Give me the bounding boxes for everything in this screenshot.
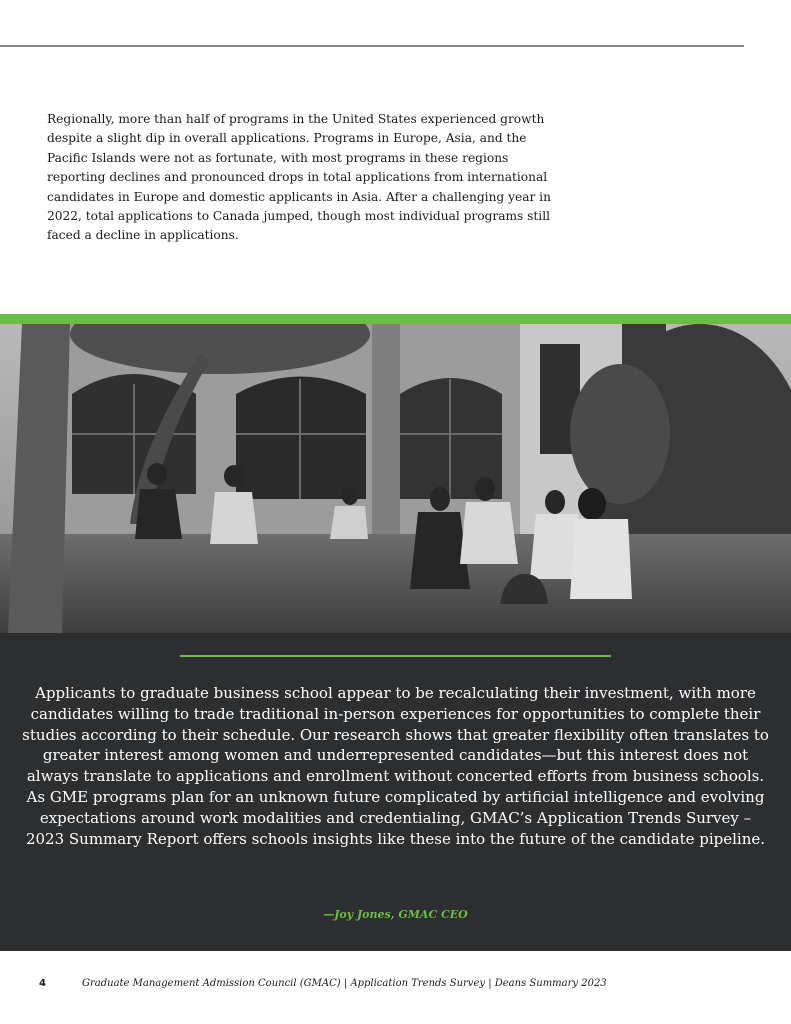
quote-panel xyxy=(0,633,791,951)
page-footer xyxy=(0,978,791,994)
ceo-quote: Applicants to graduate business school appear to be recalculating their investment, with more candidates willing to trade traditional in-person experiences for opportunities to complete their studies according to their schedule. Our research shows that greater flexibility often translates to greater interest among women and underrepresented candidates—but this interest does not always translate to applications and enrollment without concerted efforts from business schools. As GME programs plan for an unknown future complicated by artificial intelligence and evolving expectations around work modalities and credentialing, GMAC’s Application Trends Survey – 2023 Summary Report offers schools insights like these into the future of the candidate pipeline. xyxy=(22,684,769,848)
intro-paragraph: Regionally, more than half of programs in the United States experienced growth despite a slight dip in overall applications. Programs in Europe, Asia, and the Pacific Islands were not as fortunate, with most programs in these regions reporting declines and pronounced drops in total applications from international candidates in Europe and domestic applicants in Asia. After a challenging year in 2022, total applications to Canada jumped, though most individual programs still faced a decline in applications. xyxy=(47,112,551,243)
quote-divider xyxy=(180,655,611,657)
quote-attribution: —Joy Jones, GMAC CEO xyxy=(323,908,468,921)
top-divider xyxy=(0,45,744,47)
green-accent-band xyxy=(0,314,791,324)
footer-publication-title: Graduate Management Admission Council (GMAC) | Application Trends Survey | Deans Summary 2023 xyxy=(82,978,607,989)
campus-photo xyxy=(0,324,791,633)
page-number: 4 xyxy=(39,978,46,989)
